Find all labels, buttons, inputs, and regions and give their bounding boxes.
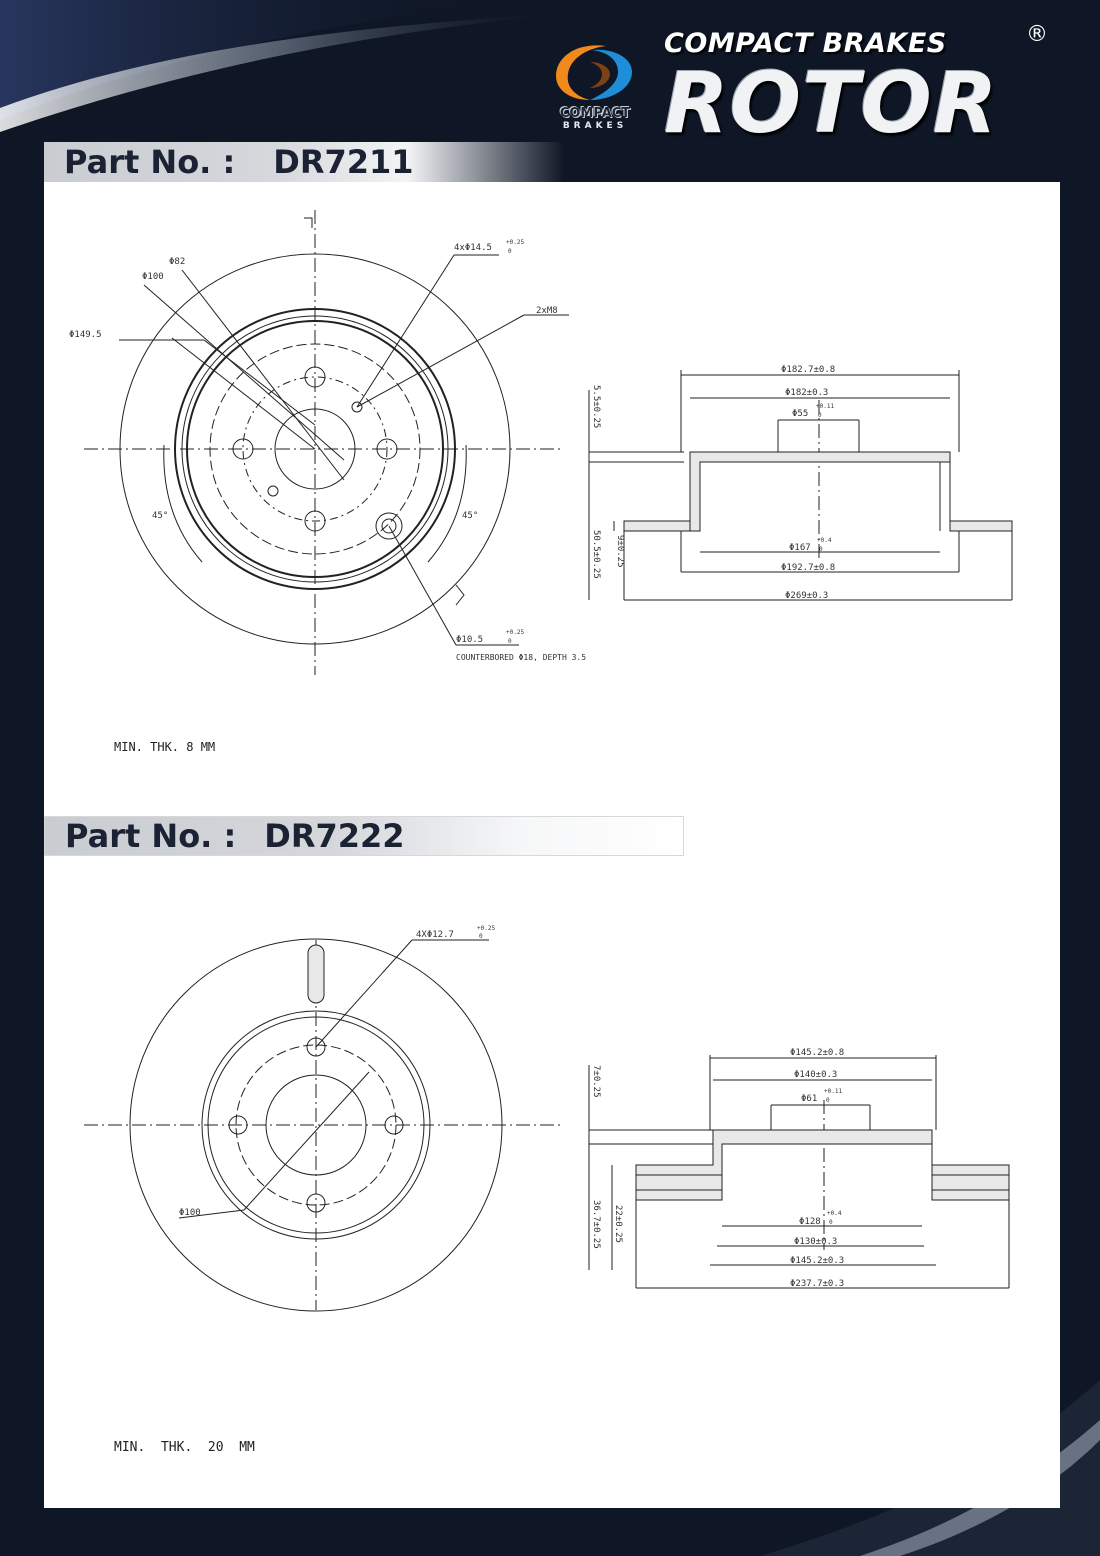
dim-center-bore: Φ82 xyxy=(169,257,186,267)
dim-pcd: Φ100 xyxy=(179,1208,201,1218)
dim-outer-hat: Φ182.7±0.8 xyxy=(781,365,836,375)
part-label: Part No. : xyxy=(64,143,236,181)
part-header-1 xyxy=(44,142,564,182)
registered-mark: ® xyxy=(1026,22,1048,47)
dim-vent-diameter: Φ130±0.3 xyxy=(794,1237,838,1247)
dim-total-height: 50.5±0.25 xyxy=(591,530,601,579)
dim-tol-upper: +0.4 xyxy=(827,1210,842,1217)
dim-tol-lower: 0 xyxy=(829,1219,833,1226)
min-thickness-note: MIN. THK. 8 MM xyxy=(114,740,216,754)
brand-swirl-icon xyxy=(548,40,640,110)
dim-total-height: 36.7±0.25 xyxy=(591,1200,601,1249)
product-title: ROTOR xyxy=(664,54,999,152)
dim-tol-upper: +0.11 xyxy=(824,1088,843,1095)
part-number: DR7211 xyxy=(273,143,414,181)
front-view-labels xyxy=(179,925,495,1218)
dim-hat-bottom: Φ145.2±0.3 xyxy=(790,1256,845,1266)
front-view xyxy=(84,939,564,1311)
dim-tol-lower: 0 xyxy=(819,546,823,553)
dim-inner-diameter: Φ167 xyxy=(789,543,811,553)
dim-center-bore: Φ55 xyxy=(792,409,809,419)
dim-tol-upper: +0.25 xyxy=(506,629,525,636)
min-thickness-note: MIN. THK. 20 MM xyxy=(114,1440,255,1455)
dim-tol-lower: 0 xyxy=(508,248,512,255)
dim-outer-hat: Φ145.2±0.8 xyxy=(790,1048,845,1058)
dim-tol-upper: +0.25 xyxy=(477,925,496,932)
part-number: DR7222 xyxy=(264,817,405,855)
dim-hat-top-thickness: 5.5±0.25 xyxy=(591,385,601,429)
dim-tol-lower: 0 xyxy=(479,933,483,940)
dim-disc-diameter: Φ269±0.3 xyxy=(785,591,829,601)
dim-hat-inner: Φ182±0.3 xyxy=(785,388,829,398)
logo-wordmark-brakes: BRAKES xyxy=(562,121,628,131)
dim-counterbore-note: COUNTERBORED Φ18, DEPTH 3.5 xyxy=(456,653,587,662)
dim-hat-top-thickness: 7±0.25 xyxy=(591,1065,601,1098)
dim-tol-upper: +0.4 xyxy=(817,537,832,544)
dim-angle-left: 45° xyxy=(152,511,169,521)
dim-tol-upper: +0.11 xyxy=(816,403,835,410)
dim-center-bore: Φ61 xyxy=(801,1094,818,1104)
section-view xyxy=(589,1055,1009,1288)
brand-logo xyxy=(548,40,640,140)
dim-threads: 2xM8 xyxy=(536,306,558,316)
part-label: Part No. : xyxy=(65,817,237,855)
section-view-labels xyxy=(591,365,835,601)
drawing-dr7211 xyxy=(44,190,1054,715)
dim-tol-lower: 0 xyxy=(818,412,822,419)
dim-pcd: Φ100 xyxy=(142,272,164,282)
dim-inner-diameter: Φ128 xyxy=(799,1217,821,1227)
dim-tol-lower: 0 xyxy=(826,1097,830,1104)
dim-bolt-holes: 4XΦ12.7 xyxy=(416,930,454,940)
dim-angle-right: 45° xyxy=(462,511,479,521)
dim-hat-diameter: Φ149.5 xyxy=(69,330,102,340)
dim-disc-thickness: 22±0.25 xyxy=(613,1205,623,1243)
dim-tol-upper: +0.25 xyxy=(506,239,525,246)
drawing-dr7222 xyxy=(44,900,1054,1325)
dim-outer-hat-bottom: Φ192.7±0.8 xyxy=(781,563,836,573)
dim-disc-diameter: Φ237.7±0.3 xyxy=(790,1279,845,1289)
front-view-labels xyxy=(69,239,586,662)
dim-disc-thickness: 9±0.25 xyxy=(615,535,625,568)
dim-bolt-holes: 4xΦ14.5 xyxy=(454,243,492,253)
dim-tol-lower: 0 xyxy=(508,638,512,645)
dim-counterbore-hole: Φ10.5 xyxy=(456,635,484,645)
dim-hat-inner: Φ140±0.3 xyxy=(794,1070,838,1080)
brand-name: COMPACT BRAKES xyxy=(664,28,947,59)
logo-wordmark-compact: COMPACT xyxy=(559,106,631,121)
part-header-2 xyxy=(44,816,684,856)
